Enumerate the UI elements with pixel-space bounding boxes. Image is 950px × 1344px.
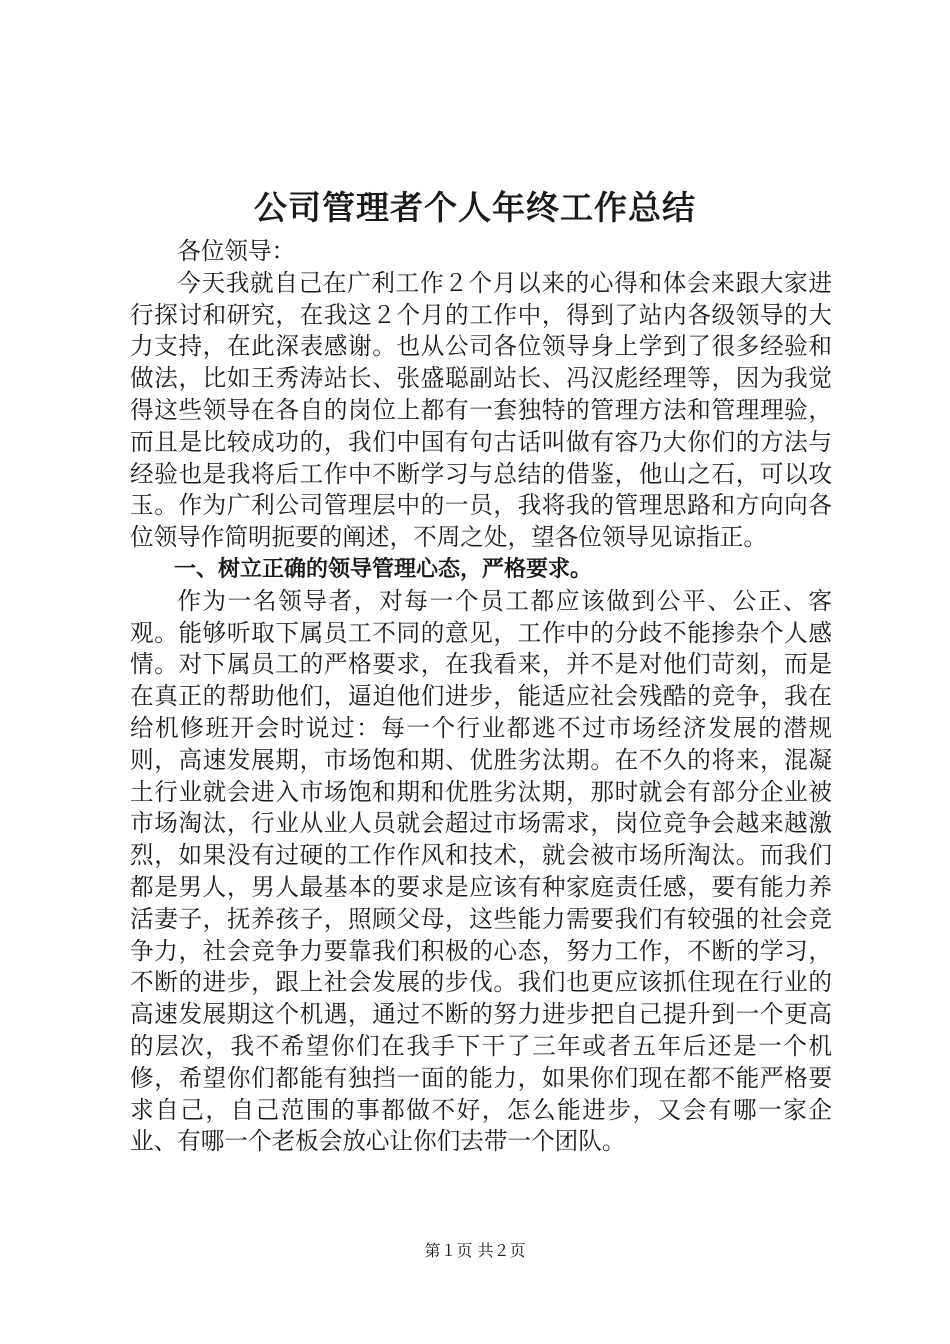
page-footer: 第１页 共２页 — [424, 1241, 526, 1260]
section-paragraph: 作为一名领导者，对每一个员工都应该做到公平、公正、客观。能够听取下属员工不同的意见，工作中的分歧不能掺杂个人感情。对下属员工的严格要求，在我看来，并不是对他们苛刻，而是在真正的帮助他们，逼迫他们进步，能适应社会残酷的竞争，我在给机修班开会时说过：每一个行业都逃不过市场经济发展的潜规则，高速发展期，市场饱和期、优胜劣汰期。在不久的将来，混凝土行业就会进入市场饱和期和优胜劣汰期，那时就会有部分企业被市场淘汰，行业从业人员就会超过市场需求，岗位竞争会越来越激烈，如果没有过硬的工作作风和技术，就会被市场所淘汰。而我们都是男人，男人最基本的要求是应该有种家庭责任感，要有能力养活妻子，抚养孩子，照顾父母，这些能力需要我们有较强的社会竞争力，社会竞争力要靠我们积极的心态，努力工作，不断的学习，不断的进步，跟上社会发展的步伐。我们也更应该抓住现在行业的高速发展期这个机遇，通过不断的努力进步把自己提升到一个更高的层次，我不希望你们在我手下干了三年或者五年后还是一个机修，希望你们都能有独挡一面的能力，如果你们现在都不能严格要求自己，自己范围的事都做不好，怎么能进步，又会有哪一家企业、有哪一个老板会放心让你们去带一个团队。 — [130, 586, 832, 1156]
intro-paragraph: 今天我就自己在广利工作２个月以来的心得和体会来跟大家进行探讨和研究，在我这２个月的工作中，得到了站内各级领导的大力支持，在此深表感谢。也从公司各位领导身上学到了很多经验和做法，比如王秀涛站长、张盛聪副站长、冯汉彪经理等，因为我觉得这些领导在各自的岗位上都有一套独特的管理方法和管理理验，而且是比较成功的，我们中国有句古话叫做有容乃大你们的方法与经验也是我将后工作中不断学习与总结的借鉴，他山之石，可以攻玉。作为广利公司管理层中的一员，我将我的管理思路和方向向各位领导作简明扼要的阐述，不周之处，望各位领导见谅指正。 — [130, 268, 832, 552]
document-title: 公司管理者个人年终工作总结 — [254, 188, 696, 227]
section-heading: 一、树立正确的领导管理心态，严格要求。 — [174, 556, 593, 582]
salutation: 各位领导： — [177, 237, 296, 265]
document-body — [130, 236, 832, 1158]
